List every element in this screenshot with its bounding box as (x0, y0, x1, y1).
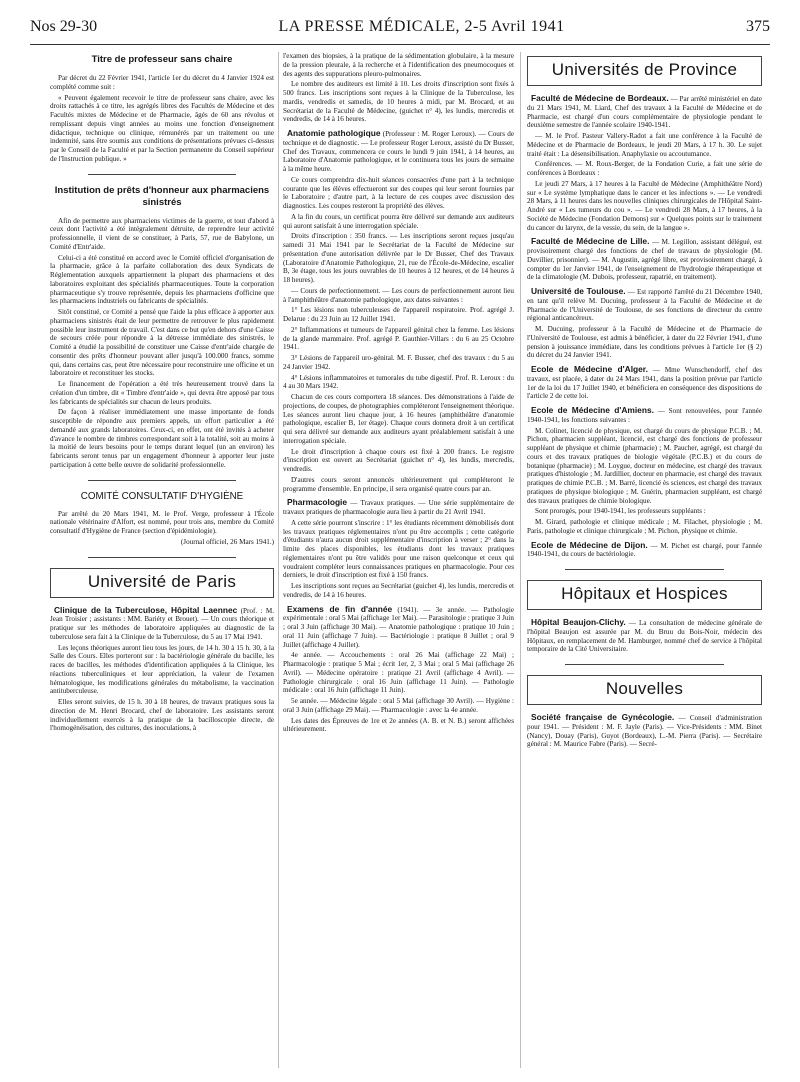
paragraph: Le nombre des auditeurs est limité à 10. Les droits d'inscription sont fixés à 500 francs. Les inscriptions sont reçues à la Clinique de la Tuberculose, les mardis, vendredis et samedis, de 10 heures à midi, par M. Brocard, et au Secrétariat de la Faculté de Médecine, (guichet n° 4), les lundis, mercredis et vendredis, de 14 à 16 heures. (283, 80, 514, 124)
section-title: Hôpitaux et Hospices (527, 580, 762, 610)
paragraph: Elles seront suivies, de 15 h. 30 à 18 heures, de travaux pratiques sous la direction de M. Henri Brocard, chef de laboratoire. Les assistants seront individuellement exercés à la pratique de la bacilloscopie directe, de l'homogénéisation, des cultures, des inoculations, à (50, 698, 274, 733)
separator (88, 174, 236, 175)
journal-title: LA PRESSE MÉDICALE, 2-5 Avril 1941 (278, 18, 565, 35)
paragraph: Conférences. — M. Roux-Berger, de la Fondation Curie, a fait une série de conférences à Bordeaux : (527, 160, 762, 177)
paragraph: l'examen des biopsies, à la pratique de la sédimentation globulaire, à la mesure de la pression pleurale, à la recherche et à l'identification des pneumocoques et des agents des suppurations pleuro-pulmonaires. (283, 52, 514, 78)
paragraph: 5e année. — Médecine légale : oral 5 Mai (affichage 30 Avril). — Hygiène : oral 3 Juin (affichage 29 Mai). — Pharmacologie : avec la 4e année. (283, 697, 514, 714)
paragraph: Le financement de l'opération a été très heureusement trouvé dans la création d'un timbre, dit « Timbre d'entr'aide », qui devra être apposé par tous les fabricants de spécialités sur chacun de leurs produits. (50, 380, 274, 406)
paragraph: 2° Inflammations et tumeurs de l'appareil génital chez la femme. Les lésions de la glande mammaire. Prof. agrégé P. Gauthier-Villars : du 6 au 25 Octobre 1941. (283, 325, 514, 352)
item-heading: Anatomie pathologique (287, 128, 381, 138)
paragraph (50, 606, 274, 642)
paragraph (527, 618, 762, 654)
item-heading: Université de Toulouse. (531, 286, 626, 296)
item-heading: Hôpital Beaujon-Clichy. (531, 617, 626, 627)
item-text: — Par arrêté ministériel en date du 21 Mars 1941, M. Liard, Chef des travaux à la Faculté de Médecine et de Pharmacie, est chargé d'un cours complémentaire de physiologie pendant le deuxième semestre de l'année scolaire 1940-1941. (527, 95, 762, 130)
item-text: (1941). — 3e année. — Pathologie expérimentale : oral 5 Mai (affichage 1er Mai). — Parasitologie : pratique 3 Juin ; oral 3 Juin (affichage 30 Mai). — Anatomie pathologique : pratique 10 Juin ; oral 11 Juin (affichage 7 Juin). — Bactériologie : pratique 8 Juillet ; oral 9 Juillet (affichage 4 Juillet). (283, 605, 514, 649)
paragraph: « Peuvent également recevoir le titre de professeur sans chaire, avec les droits rattachés à ce titre, les agrégés libres des Facultés de Médecine et des Facultés mixtes de Médecine et de Pharmacie, âgés de 60 ans révolus et remplissant depuis vingt années au moins une fonction d'enseignement didactique, technique ou clinique, rémunérés par un traitement ou une indemnité, sans être soumis aux conditions de présentations prévues ci-dessus par le Conseil de la Faculté et par la Section permanente du Conseil supérieur de l'Instruction publique. » (50, 93, 274, 163)
paragraph: — Cours de perfectionnement. — Les cours de perfectionnement auront lieu à l'amphithéâtre d'anatomie pathologique, aux dates suivantes : (283, 286, 514, 304)
paragraph: Ce cours comprendra dix-huit séances consacrées d'une part à la technique courante que les élèves effectueront sur des coupes qui leur seront fournies par le Laboratoire ; d'autre part, à la lecture de ces coupes avec discussion des diagnostics. Les coupes resteront la propriété des élèves. (283, 175, 514, 210)
source-citation: (Journal officiel, 26 Mars 1941.) (180, 537, 274, 546)
column-rule (278, 52, 279, 1068)
paragraph (283, 129, 514, 174)
item-heading: Pharmacologie (287, 497, 348, 508)
paragraph: Les dates des Épreuves de 1re et 2e années (A. B. et N. B.) seront affichées ultérieurement. (283, 716, 514, 734)
section-title: Nouvelles (527, 675, 762, 705)
item-text: — Mme Wunschendorff, chef des travaux, est placée, à dater du 24 Mars 1941, dans la position prévue par l'article 1er de la loi du 17 Juillet 1940, et bénéficiera en conséquence des dispositions de l'article 2 de cette loi. (527, 366, 762, 401)
paragraph: 1° Les lésions non tuberculeuses de l'appareil respiratoire. Prof. agrégé J. Delarue : du 23 Juin au 12 Juillet 1941. (283, 306, 514, 323)
paragraph (527, 541, 762, 560)
paragraph: Sitôt constitué, ce Comité a pensé que l'aide la plus efficace à apporter aux pharmaciens sinistrés était de leur permettre de retrouver le plus rapidement possible leur instrument de travail. C'est dans ce but qu'en dehors d'une Caisse de secours créée pour répondre à la détresse immédiate des sinistrés, le Comité a étudié la possibilité de constituer une Caisse d'entr'aide chargée de consentir des prêts d'honneur pouvant aller jusqu'à 100.000 francs, somme qui, dans certains cas, peut être nécessaire pour reconstruire une officine et un laboratoire et reconstituer les stocks. (50, 308, 274, 378)
paragraph: De façon à réaliser immédiatement une masse importante de fonds susceptible de répondre aux premiers appels, un effort particulier a été demandé aux grands laboratoires. Ceux-ci, en effet, ont été invités à acheter d'avance le nombre de timbres correspondant soit à la totalité, soit au moins à la moitié de leurs besoins pour le temps durant lequel (un an environ) les fabricants seront tenus par un engagement d'honneur à apporter leur juste participation à cette belle œuvre de solidarité professionnelle. (50, 408, 274, 469)
item-text: — M. Legillon, assistant délégué, est provisoirement chargé des fonctions de chef de travaux de physiologie (M. Duvillier, prisonnier). — M. Augustin, agrégé libre, est provisoirement chargé, à compter du 1er Janvier 1941, de l'enseignement de l'hydrologie thérapeutique et de la climatologie (M. Dubois, professeur, rapatrié, en traitement). (527, 238, 762, 282)
item-text: — Travaux pratiques. — Une série supplémentaire de travaux pratiques de pharmacologie aura lieu à partir du 21 Avril 1941. (283, 499, 514, 516)
item-heading: Ecole de Médecine d'Alger. (531, 364, 648, 374)
paragraph: — M. le Prof. Pasteur Vallery-Radot a fait une conférence à la Faculté de Médecine et de Pharmacie de Bordeaux, le jeudi 20 Mars, à 17 h. 30. Le sujet traité était : La désensibilisation. Anaphylaxie ou accoutumance. (527, 132, 762, 158)
item-text: (Prof. : M. Jean Troisier ; assistants : MM. Bariéty et Brouet). — Un cours théorique et pratique sur les méthodes de laboratoire appliquées au diagnostic de la tuberculose sera fait à la Clinique de la Tuberculose, du 5 au 17 Mai 1941. (50, 606, 274, 641)
paragraph (527, 406, 762, 425)
section-title: Université de Paris (50, 568, 274, 598)
item-heading: Société française de Gynécologie. (531, 712, 675, 722)
page-number: 375 (746, 18, 770, 35)
paragraph: 4e année. — Accouchements : oral 26 Mai (affichage 22 Mai) ; Pharmacologie : pratique 5 Mai ; écrit 1er, 2, 3 Mai ; oral 5 Mai (affichage 26 Avril). — Médecine opératoire : pratique 21 Avril (affichage 4 Avril). — Pathologie chirurgicale : oral 16 Juin (affichage 11 Juin). — Pathologie médicale : oral 16 Juin (affichage 11 Juin). (283, 651, 514, 695)
paragraph (527, 287, 762, 323)
section-title: Titre de professeur sans chaire (91, 54, 233, 65)
item-text: — Conseil d'administration pour 1941. — Président : M. F. Jayle (Paris). — Vice-Présidents : MM. Binet (Nancy), Douay (Paris), Guyot (Bordeaux), L.-M. Pierra (Paris). — Secrétaire général : M. Maurice Fabre (Paris). — Secré- (527, 714, 762, 749)
paragraph: Les leçons théoriques auront lieu tous les jours, de 14 h. 30 à 15 h. 30, à la Salle des Cours. Elles porteront sur : la bactériologie générale du bacille, les races de bacilles, les méthodes d'identification appliquées à la Clinique, les réactions tuberculiniques et leur appréciation, la valeur de l'examen hématologique, les modifications générales du métabolisme, la vaccination antituberculeuse. (50, 643, 274, 696)
paragraph: M. Girard, pathologie et clinique médicale ; M. Filachet, physiologie ; M. Paris, pathologie et clinique chirurgicale ; M. Pichon, physique et chimie. (527, 518, 762, 535)
item-text: — Sont renouvelées, pour l'année 1940-1941, les fonctions suivantes : (527, 407, 762, 424)
paragraph: Chacun de ces cours comportera 18 séances. Des démonstrations à l'aide de projections, de coupes, de photographies compléteront l'enseignement théorique. Les séances auront lieu chaque jour, à 16 heures (amphithéâtre d'anatomie pathologique, escalier B, 1er étage). Chaque cours donnera droit à un certificat qui sera délivré sur demande aux auditeurs ayant préalablement satisfait à une interrogation spéciale. (283, 393, 514, 445)
column-middle (283, 52, 514, 1068)
item-heading: Examens de fin d'année (287, 603, 393, 614)
paragraph (527, 365, 762, 401)
running-header (30, 18, 770, 45)
column-right (527, 52, 762, 1068)
paragraph: M. Ducuing, professeur à la Faculté de Médecine et de Pharmacie de l'Université de Toulouse, est admis à bénéficier, à dater du 22 Février 1941, d'une pension à jouissance immédiate, dans les conditions prévues à l'article 1er (§ 2) du décret du 24 Janvier 1941. (527, 325, 762, 360)
section-title: Universités de Province (527, 56, 762, 86)
section-title: Institution de prêts d'honneur aux pharmaciens sinistrés (54, 184, 270, 208)
column-left (50, 52, 274, 1068)
separator (565, 664, 724, 665)
paragraph: Le jeudi 27 Mars, à 17 heures à la Faculté de Médecine (Amphithéâtre Nord) sur « Le système lymphatique dans le cancer et les infections ». — Le vendredi 28 Mars, à 11 heures dans les nouvelles cliniques chirurgicales de l'Hôpital Saint-André sur « Les tumeurs du cou ». — Le vendredi 28 Mars, à 17 heures, à la Société de Médecine (Fondation Demons) sur « Quelques points sur le traitement du cancer du larynx, de la vessie, du sein, de la langue ». (527, 179, 762, 232)
paragraph (527, 237, 762, 282)
paragraph (283, 605, 514, 650)
paragraph: 4° Lésions inflammatoires et tumorales du tube digestif. Prof. R. Leroux : du 4 au 30 Mars 1942. (283, 373, 514, 391)
section-title: COMITÉ CONSULTATIF D'HYGIÈNE (80, 490, 244, 502)
item-text: — La consultation de médecine générale de l'hôpital Beaujon est assurée par M. du Bruu du Bois-Noir, médecin des Hôpitaux, en remplacement de M. Hamburger, nommé chef de service à l'hôpital temporaire de la Cité Universitaire. (527, 619, 762, 654)
item-text: — Est rapporté l'arrêté du 21 Décembre 1940, en tant qu'il relève M. Ducuing, professeur à la Faculté de Médecine et de Pharmacie de l'Université de Toulouse, de ses fonctions de directeur du centre régional anticancéreux. (527, 288, 762, 323)
item-text: — M. Pichet est chargé, pour l'année 1940-1941, du cours de bactériologie. (527, 541, 762, 559)
separator (88, 480, 236, 481)
separator (88, 557, 236, 558)
item-heading: Faculté de Médecine de Bordeaux. (531, 93, 669, 103)
paragraph: Les inscriptions sont reçues au Secrétariat (guichet 4), les lundis, mercredis et vendredis, de 14 à 16 heures. (283, 582, 514, 599)
paragraph: Afin de permettre aux pharmaciens victimes de la guerre, et tout d'abord à ceux dont l'activité a été intégralement détruite, de reprendre leur activité professionnelle, il vient de se constituer, à Paris, 57, rue de Babylone, un Comité d'Entr'aide. (50, 216, 274, 251)
column-rule (520, 52, 521, 1068)
paragraph: A cette série pourront s'inscrire : 1° les étudiants récemment démobilisés dont les travaux pratiques réglementaires n'ont pu être accomplis ; cette catégorie d'étudiants n'aura aucun droit supplémentaire d'inscription à verser ; 2° dans la limite des places disponibles, les étudiants dont les travaux pratiques réglementaires n'ont pu être validés pour une raison quelconque et ceux qui voudraient compléter leurs connaissances pratiques en pharmacologie. Pour ces derniers, le droit d'inscription est fixé à 150 francs. (283, 518, 514, 580)
paragraph (527, 713, 762, 749)
paragraph (283, 498, 514, 517)
paragraph: Droits d'inscription : 350 francs. — Les inscriptions seront reçues jusqu'au samedi 31 Mai 1941 par le Secrétariat de la Faculté de Médecine sur présentation d'une autorisation délivrée par le Dr Busser, Chef des Travaux (Laboratoire d'Anatomie Pathologique, 21, rue de l'École-de-Médecine, escalier B, 3e étage, tous les jours ouvrables de 10 heures à 12 heures, et de 14 heures à 18 heures). (283, 232, 514, 284)
item-heading: Clinique de la Tuberculose, Hôpital Laennec (54, 604, 238, 615)
separator (565, 569, 724, 570)
paragraph (527, 94, 762, 130)
paragraph: Sont prorogés, pour 1940-1941, les professeurs suppléants : (535, 507, 706, 516)
paragraph: Par décret du 22 Février 1941, l'article 1er du décret du 4 Janvier 1924 est complété comme suit : (50, 74, 274, 91)
paragraph: 3° Lésions de l'appareil uro-génital. M. F. Busser, chef des travaux : du 5 au 24 Janvier 1942. (283, 354, 514, 371)
item-heading: Ecole de Médecine de Dijon. (531, 539, 648, 550)
item-heading: Faculté de Médecine de Lille. (531, 236, 650, 247)
paragraph: D'autres cours seront annoncés ultérieurement qui compléteront le programme d'ensemble. En principe, il sera organisé quatre cours par an. (283, 475, 514, 493)
item-heading: Ecole de Médecine d'Amiens. (531, 405, 654, 415)
issue-number: Nos 29-30 (30, 18, 98, 35)
paragraph: Celui-ci a été constitué en accord avec le Comité officiel d'organisation de la pharmacie, grâce à la parfaite collaboration des deux Syndicats de Réglementation auxquels appartiennent la plupart des pharmaciens et des laboratoires exploitant des spécialités pharmaceutiques. Toute la corporation pharmaceutique s'y trouve représentée, depuis les pharmaciens d'officine que les pharmaciens industriels ou fabricants de spécialités. (50, 253, 274, 306)
paragraph: Par arrêté du 20 Mars 1941, M. le Prof. Verge, professeur à l'École nationale vétérinaire d'Alfort, est nommé, pour trois ans, membre du Comité consultatif d'Hygiène de France (section d'épidémiologie). (50, 509, 274, 535)
paragraph: M. Colinet, licencié de physique, est chargé du cours de physique P.C.B. ; M. Pichon, pharmacien suppléant, licencié, est chargé des fonctions de professeur suppléant de physique et chimie (pharmacie) ; M. Paucher, agrégé, est chargé du cours et des travaux pratiques de biologie végétale (P.C.B.) et du cours de botanique (pharmacie) ; M. Loygue, docteur en médecine, est chargé des travaux pratiques d'histologie ; M. Jardillier, docteur en pharmacie, est chargé des travaux pratiques de chimie P.C.B. ; M. Barré, licencié ès sciences, est chargé des travaux pratiques de physique biologique ; M. Guérin, pharmacien suppléant, est chargé des travaux pratiques de chimie biologique. (527, 426, 762, 505)
paragraph: A la fin du cours, un certificat pourra être délivré sur demande aux auditeurs qui auront satisfait à une interrogation spéciale. (283, 212, 514, 230)
paragraph: Le droit d'inscription à chaque cours est fixé à 200 francs. Le registre d'inscription est ouvert au Secrétariat (guichet n° 4), les lundis, mercredis, vendredis. (283, 447, 514, 473)
item-text: (Professeur : M. Roger Leroux). — Cours de technique et de diagnostic. — Le professeur Roger Leroux, assisté du Dr Busser, Chef des Travaux, commencera ce cours le lundi 9 juin 1941, à 14 heures, au Laboratoire d'Anatomie pathologique, et le continuera tous les jours de semaine à la même heure. (283, 130, 514, 173)
